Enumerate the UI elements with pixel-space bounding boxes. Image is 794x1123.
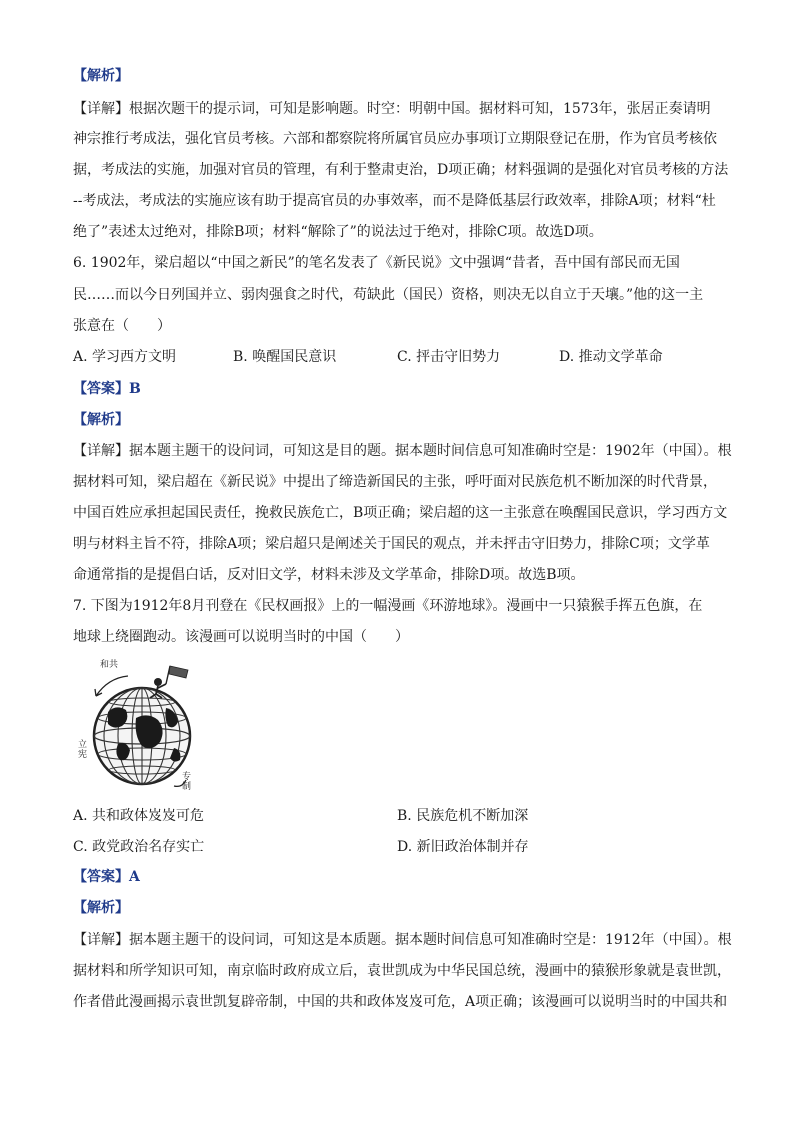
- q6-detail-line-4: 明与材料主旨不符，排除A项；梁启超只是阐述关于国民的观点，并未抨击守旧势力，排除C项；文学革: [73, 536, 710, 552]
- q7-analysis-tag: 【解析】: [73, 900, 129, 916]
- q6-detail-line-5: 命通常指的是提倡白话，反对旧文学，材料未涉及文学革命，排除D项。故选B项。: [73, 567, 585, 583]
- q7-option-a: A. 共和政体岌岌可危: [73, 808, 205, 824]
- q5-detail-line-1: 【详解】根据次题干的提示词，可知是影响题。时空：明朝中国。据材料可知，1573年，张居正奏请明: [73, 101, 711, 117]
- q7-option-c: C. 政党政治名存实亡: [73, 839, 205, 855]
- q5-analysis-tag: 【解析】: [73, 68, 129, 84]
- q7-stem-line-1: 7. 下图为1912年8月刊登在《民权画报》上的一幅漫画《环游地球》。漫画中一只猿猴手挥五色旗，在: [73, 598, 703, 614]
- cartoon-label-left: 立 宪: [78, 740, 88, 760]
- q5-detail-line-4: --考成法，考成法的实施应该有助于提高官员的办事效率，而不是降低基层行政效率，排除A项；材料“杜: [73, 193, 716, 209]
- q7-detail-line-3: 作者借此漫画揭示袁世凯复辟帝制，中国的共和政体岌岌可危，A项正确；该漫画可以说明当时的中国共和: [73, 994, 728, 1010]
- q7-option-d: D. 新旧政治体制并存: [397, 839, 529, 855]
- q5-detail-line-2: 神宗推行考成法，强化官员考核。六部和都察院将所属官员应办事项订立期限登记在册，作为官员考核依: [73, 131, 717, 147]
- q7-stem-line-2: 地球上绕圈跑动。该漫画可以说明当时的中国（ ）: [73, 629, 409, 645]
- q6-answer: 【答案】B: [73, 381, 141, 397]
- cartoon-globe-illustration: [78, 660, 208, 800]
- q6-option-a: A. 学习西方文明: [73, 349, 177, 365]
- q6-analysis-tag: 【解析】: [73, 412, 129, 428]
- q5-detail-line-5: 绝了”表述太过绝对，排除B项；材料“解除了”的说法过于绝对，排除C项。故选D项。: [73, 224, 603, 240]
- cartoon-label-top: 和共: [100, 660, 119, 670]
- q7-detail-line-1: 【详解】据本题主题干的设问词，可知这是本质题。据本题时间信息可知准确时空是：1912年（中国）。根: [73, 932, 732, 948]
- q6-detail-line-1: 【详解】据本题主题干的设问词，可知这是目的题。据本题时间信息可知准确时空是：1902年（中国）。根: [73, 443, 732, 459]
- q6-stem-line-2: 民……而以今日列国并立、弱肉强食之时代，苟缺此（国民）资格，则决无以自立于天壤。”他的这一主: [73, 287, 704, 303]
- q6-stem-line-1: 6. 1902年，梁启超以“中国之新民”的笔名发表了《新民说》文中强调“昔者，吾中国有部民而无国: [73, 255, 680, 271]
- q6-option-c: C. 抨击守旧势力: [397, 349, 501, 365]
- q6-option-b: B. 唤醒国民意识: [233, 349, 337, 365]
- q6-detail-line-2: 据材料可知，梁启超在《新民说》中提出了缔造新国民的主张，呼吁面对民族危机不断加深的时代背景，: [73, 474, 717, 490]
- q7-option-b: B. 民族危机不断加深: [397, 808, 529, 824]
- q6-detail-line-3: 中国百姓应承担起国民责任，挽救民族危亡，B项正确；梁启超的这一主张意在唤醒国民意识，学习西方文: [73, 505, 728, 521]
- q5-detail-line-3: 据，考成法的实施，加强对官员的管理，有利于整肃吏治，D项正确；材料强调的是强化对官员考核的方法: [73, 162, 729, 178]
- q7-answer: 【答案】A: [73, 869, 140, 885]
- cartoon-label-bottom: 专 制: [182, 772, 192, 792]
- q6-stem-line-3: 张意在（ ）: [73, 318, 171, 334]
- q7-detail-line-2: 据材料和所学知识可知，南京临时政府成立后，袁世凯成为中华民国总统，漫画中的猿猴形象就是袁世凯，: [73, 963, 731, 979]
- q6-option-d: D. 推动文学革命: [559, 349, 663, 365]
